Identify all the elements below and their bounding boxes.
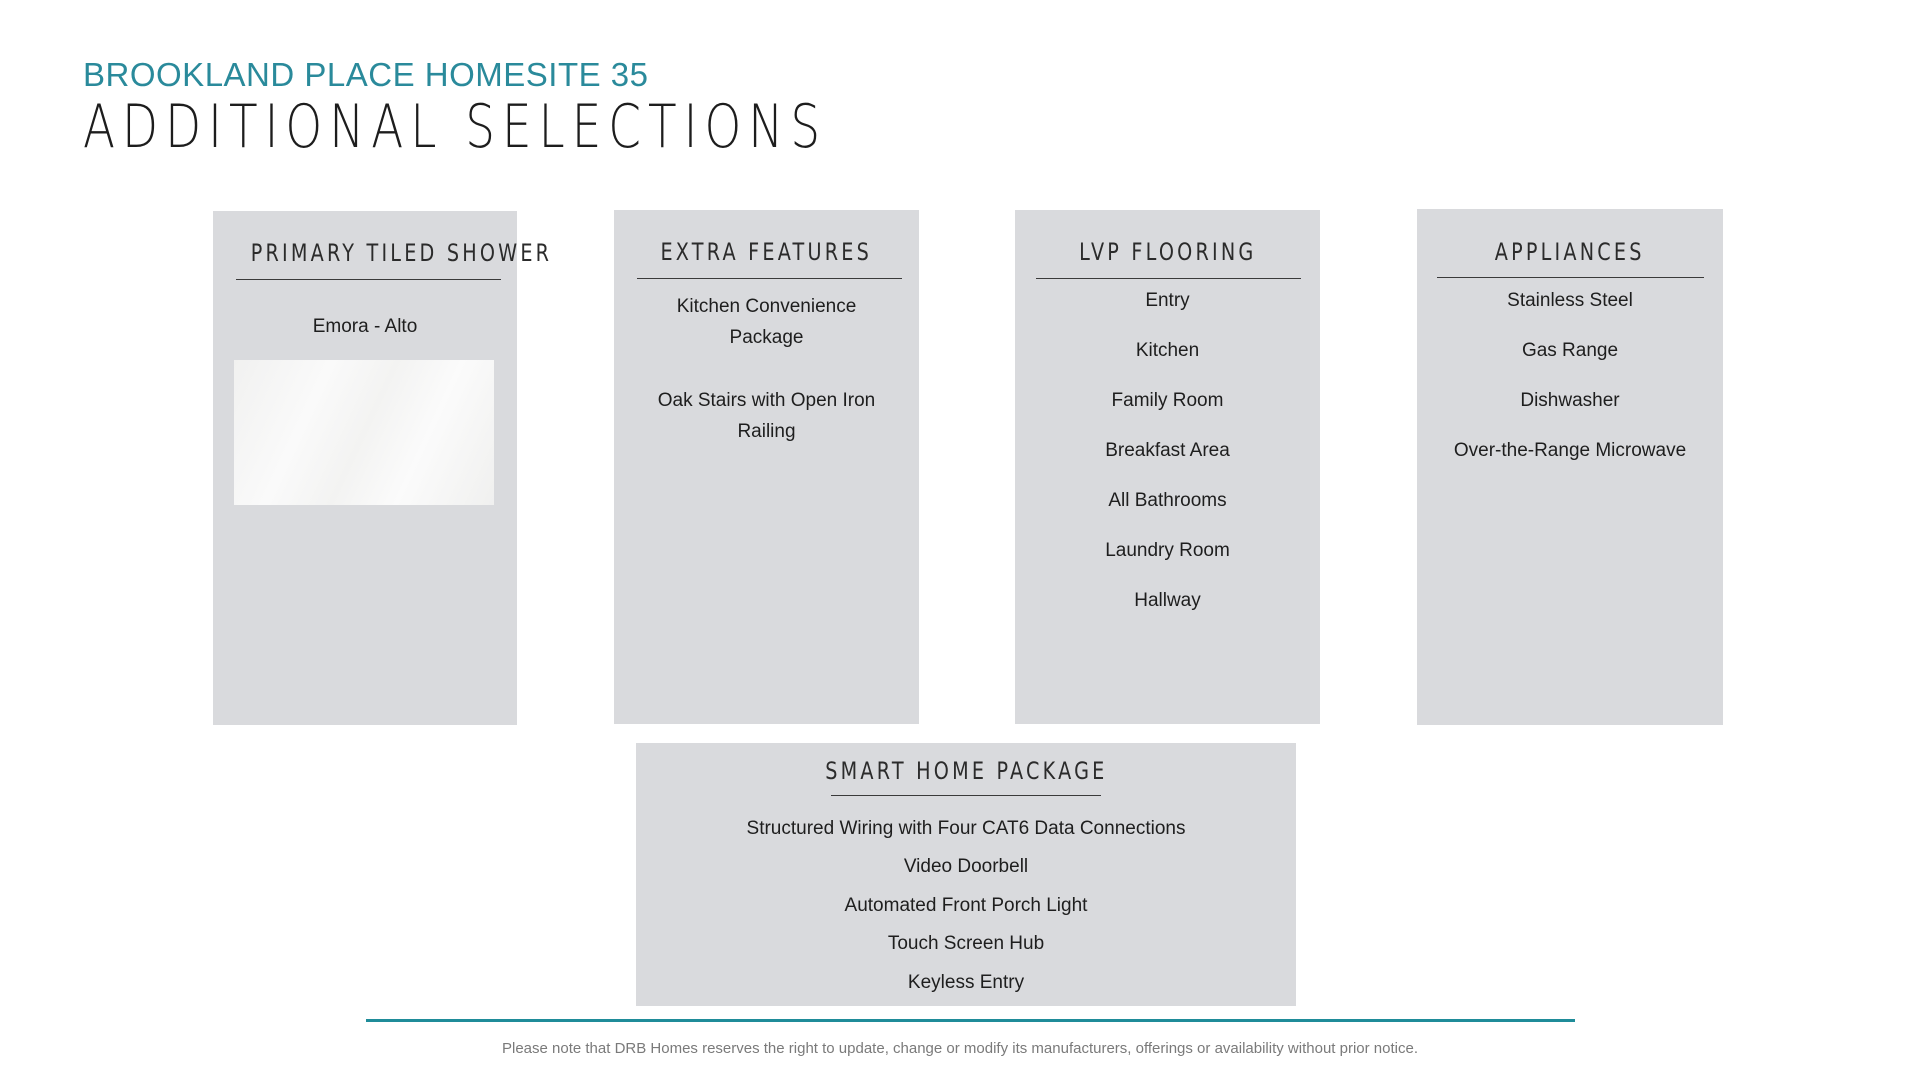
panel-lvp-flooring [1015, 210, 1320, 724]
list-item: Breakfast Area [1105, 440, 1230, 461]
footer-divider [366, 1019, 1575, 1022]
heading-underline [236, 279, 501, 280]
list-item: Structured Wiring with Four CAT6 Data Connections [746, 818, 1186, 839]
tile-swatch-image [234, 360, 494, 505]
community-homesite-label: BROOKLAND PLACE HOMESITE 35 [83, 56, 649, 93]
panel-primary-tiled-shower [213, 211, 553, 725]
panel-heading: SMART HOME PACKAGE [824, 757, 1108, 785]
list-item: All Bathrooms [1108, 490, 1227, 511]
list-item: Touch Screen Hub [887, 933, 1045, 954]
panel-heading: EXTRA FEATURES [660, 238, 873, 266]
list-item: Dishwasher [1520, 390, 1620, 411]
list-item: Oak Stairs with Open Iron Railing [657, 390, 876, 442]
footer-disclaimer: Please note that DRB Homes reserves the right to update, change or modify its manufacturers, offerings or availability without prior notice. [501, 1040, 1418, 1057]
panel-smart-home-package [636, 743, 1296, 1006]
list-item: Stainless Steel [1507, 290, 1633, 311]
list-item: Gas Range [1521, 340, 1619, 361]
page-title: ADDITIONAL SELECTIONS [83, 92, 828, 162]
list-item: Automated Front Porch Light [844, 895, 1088, 916]
list-item: Hallway [1134, 590, 1201, 611]
panel-heading: APPLIANCES [1495, 238, 1645, 266]
list-item: Entry [1145, 290, 1190, 311]
list-item: Video Doorbell [903, 856, 1029, 877]
list-item: Over-the-Range Microwave [1453, 440, 1687, 461]
list-item: Keyless Entry [907, 972, 1025, 993]
list-item: Kitchen Convenience Package [676, 296, 857, 348]
heading-underline [1437, 277, 1704, 278]
heading-underline [831, 795, 1101, 796]
panel-extra-features [614, 210, 919, 724]
panel-appliances [1417, 209, 1723, 725]
list-item: Laundry Room [1105, 540, 1230, 561]
shower-tile-name: Emora - Alto [312, 316, 418, 337]
list-item: Family Room [1111, 390, 1224, 411]
list-item: Kitchen [1135, 340, 1200, 361]
heading-underline [637, 278, 902, 279]
panel-heading: PRIMARY TILED SHOWER [250, 239, 553, 267]
heading-underline [1036, 278, 1301, 279]
panel-heading: LVP FLOORING [1078, 238, 1257, 266]
